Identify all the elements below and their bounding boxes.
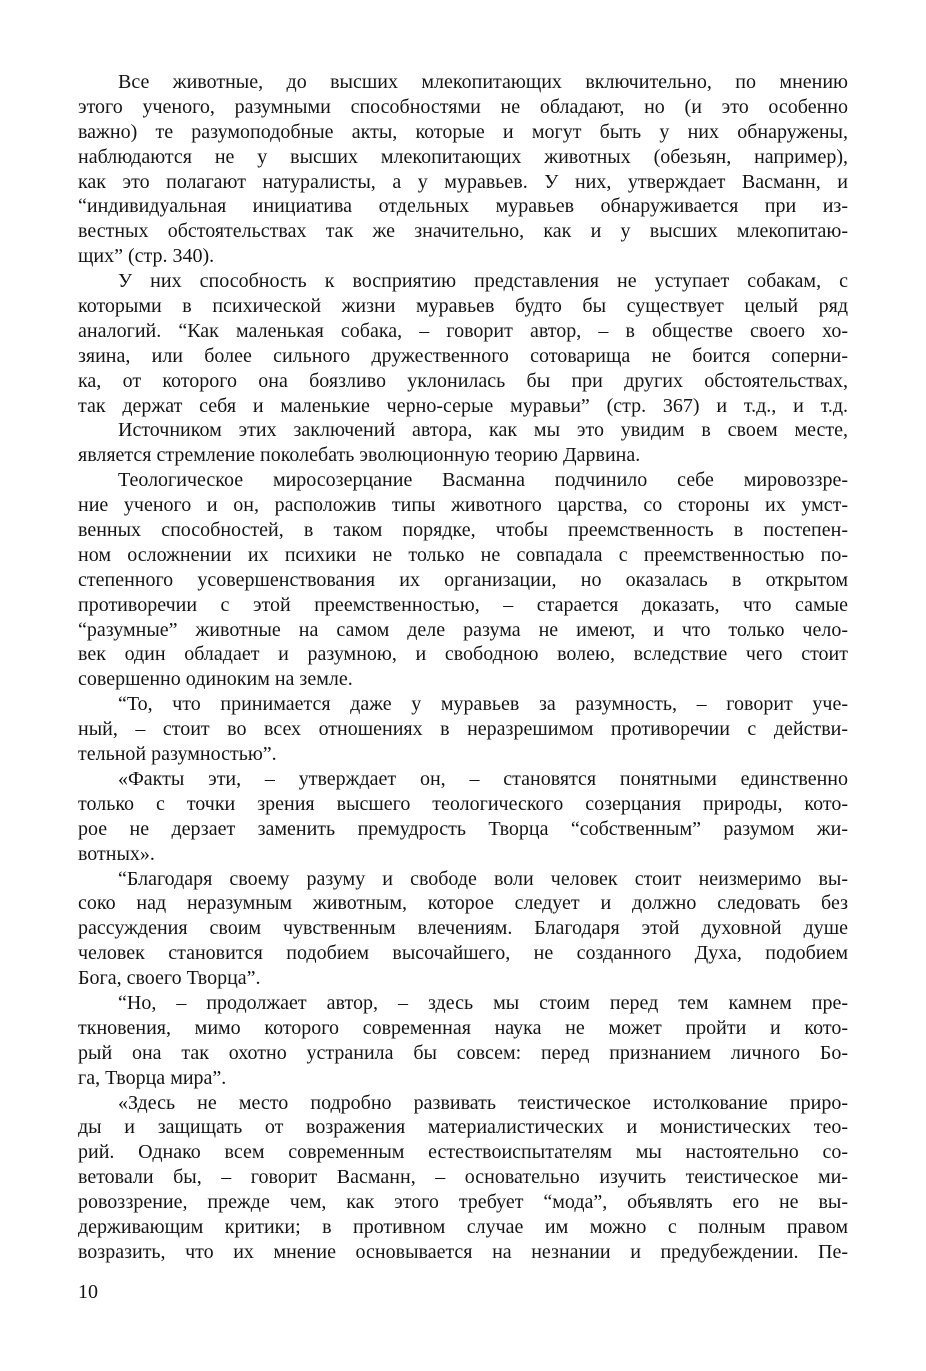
text-line: человек становится подобием высочайшего, не созданного Духа, подобием <box>78 942 848 965</box>
text-line: ном осложнении их психики не только не совпадала с преемственностью по- <box>78 543 848 566</box>
text-line: “То, что принимается даже у муравьев за разумность, – говорит уче- <box>118 693 848 716</box>
text-line: венных способностей, в таком порядке, чтобы преемственность в постепен- <box>78 519 848 542</box>
text-line: щих” (стр. 340). <box>78 245 215 268</box>
text-line: ды и защищать от возражения материалистических и монистических тео- <box>78 1116 848 1139</box>
text-line: степенного усовершенствования их организации, но оказалась в открытом <box>78 568 848 591</box>
text-line: этого ученого, разумными способностями не обладают, но (и это особенно <box>78 95 848 118</box>
text-line: рый она так охотно устранила бы совсем: перед признанием личного Бо- <box>78 1041 848 1064</box>
page-number: 10 <box>78 1281 98 1303</box>
text-line: Теологическое миросозерцание Васманна подчинило себе мировоззре- <box>118 469 848 492</box>
text-line: “разумные” животные на самом деле разума не имеют, и что только чело- <box>78 618 848 641</box>
text-line: Источником этих заключений автора, как мы это увидим в своем месте, <box>118 419 848 442</box>
text-line: У них способность к восприятию представления не уступает собакам, с <box>118 270 848 293</box>
text-line: рассуждения своим чувственным влечениям. Благодаря этой духовной душе <box>78 917 848 940</box>
text-line: которыми в психической жизни муравьев будто бы существует целый ряд <box>78 295 848 318</box>
text-line: вотных». <box>78 842 155 865</box>
text-line: Бога, своего Творца”. <box>78 967 261 990</box>
text-line: «Здесь не место подробно развивать теистическое истолкование приро- <box>118 1091 848 1114</box>
text-line: только с точки зрения высшего теологического созерцания природы, кото- <box>78 792 848 815</box>
text-line: га, Творца мира”. <box>78 1066 227 1089</box>
text-line: держивающим критики; в противном случае им можно с полным правом <box>78 1215 848 1238</box>
text-line: ка, от которого она боязливо уклонилась бы при других обстоятельствах, <box>78 369 848 392</box>
text-line: тельной разумностью”. <box>78 743 277 766</box>
text-line: противоречии с этой преемственностью, – старается доказать, что самые <box>78 593 848 616</box>
text-line: ровоззрение, прежде чем, как этого требует “мода”, объявлять его не вы- <box>78 1191 848 1214</box>
text-line: зяина, или более сильного дружественного сотоварища не боится соперни- <box>78 344 848 367</box>
text-line: “индивидуальная инициатива отдельных муравьев обнаруживается при из- <box>78 195 848 218</box>
text-line: важно) те разумоподобные акты, которые и могут быть у них обнаружены, <box>78 120 848 143</box>
text-line: рий. Однако всем современным естествоиспытателям мы настоятельно со- <box>78 1141 848 1164</box>
text-line: как это полагают натуралисты, а у муравьев. У них, утверждает Васманн, и <box>78 170 848 193</box>
text-line: является стремление поколебать эволюционную теорию Дарвина. <box>78 444 641 467</box>
text-line: возразить, что их мнение основывается на незнании и предубеждении. Пе- <box>78 1240 848 1263</box>
text-line: Все животные, до высших млекопитающих включительно, по мнению <box>118 71 848 93</box>
text-line: «Факты эти, – утверждает он, – становятся понятными единственно <box>118 767 848 790</box>
text-line: век один обладает и разумною, и свободною волею, вследствие чего стоит <box>78 643 848 666</box>
text-line: так держат себя и маленькие черно-серые муравьи” (стр. 367) и т.д., и т.д. <box>78 394 848 417</box>
text-line: ветовали бы, – говорит Васманн, – основательно изучить теистическое ми- <box>78 1166 848 1189</box>
text-line: наблюдаются не у высших млекопитающих животных (обезьян, например), <box>78 145 848 168</box>
text-line: “Благодаря своему разуму и свободе воли человек стоит неизмеримо вы- <box>118 867 848 890</box>
text-line: ткновения, мимо которого современная наука не может пройти и кото- <box>78 1016 848 1039</box>
text-line: совершенно одиноким на земле. <box>78 668 353 691</box>
text-line: соко над неразумным животным, которое следует и должно следовать без <box>78 892 848 915</box>
text-line: ние ученого и он, расположив типы животного царства, со стороны их умст- <box>78 494 848 517</box>
body-text <box>78 70 848 1265</box>
text-line: “Но, – продолжает автор, – здесь мы стоим перед тем камнем пре- <box>118 991 848 1014</box>
text-line: вестных обстоятельствах так же значительно, как и у высших млекопитаю- <box>78 220 848 243</box>
text-line: аналогий. “Как маленькая собака, – говорит автор, – в обществе своего хо- <box>78 319 848 342</box>
text-line: рое не дерзает заменить премудрость Творца “собственным” разумом жи- <box>78 817 848 840</box>
text-line: ный, – стоит во всех отношениях в неразрешимом противоречии с действи- <box>78 718 848 741</box>
